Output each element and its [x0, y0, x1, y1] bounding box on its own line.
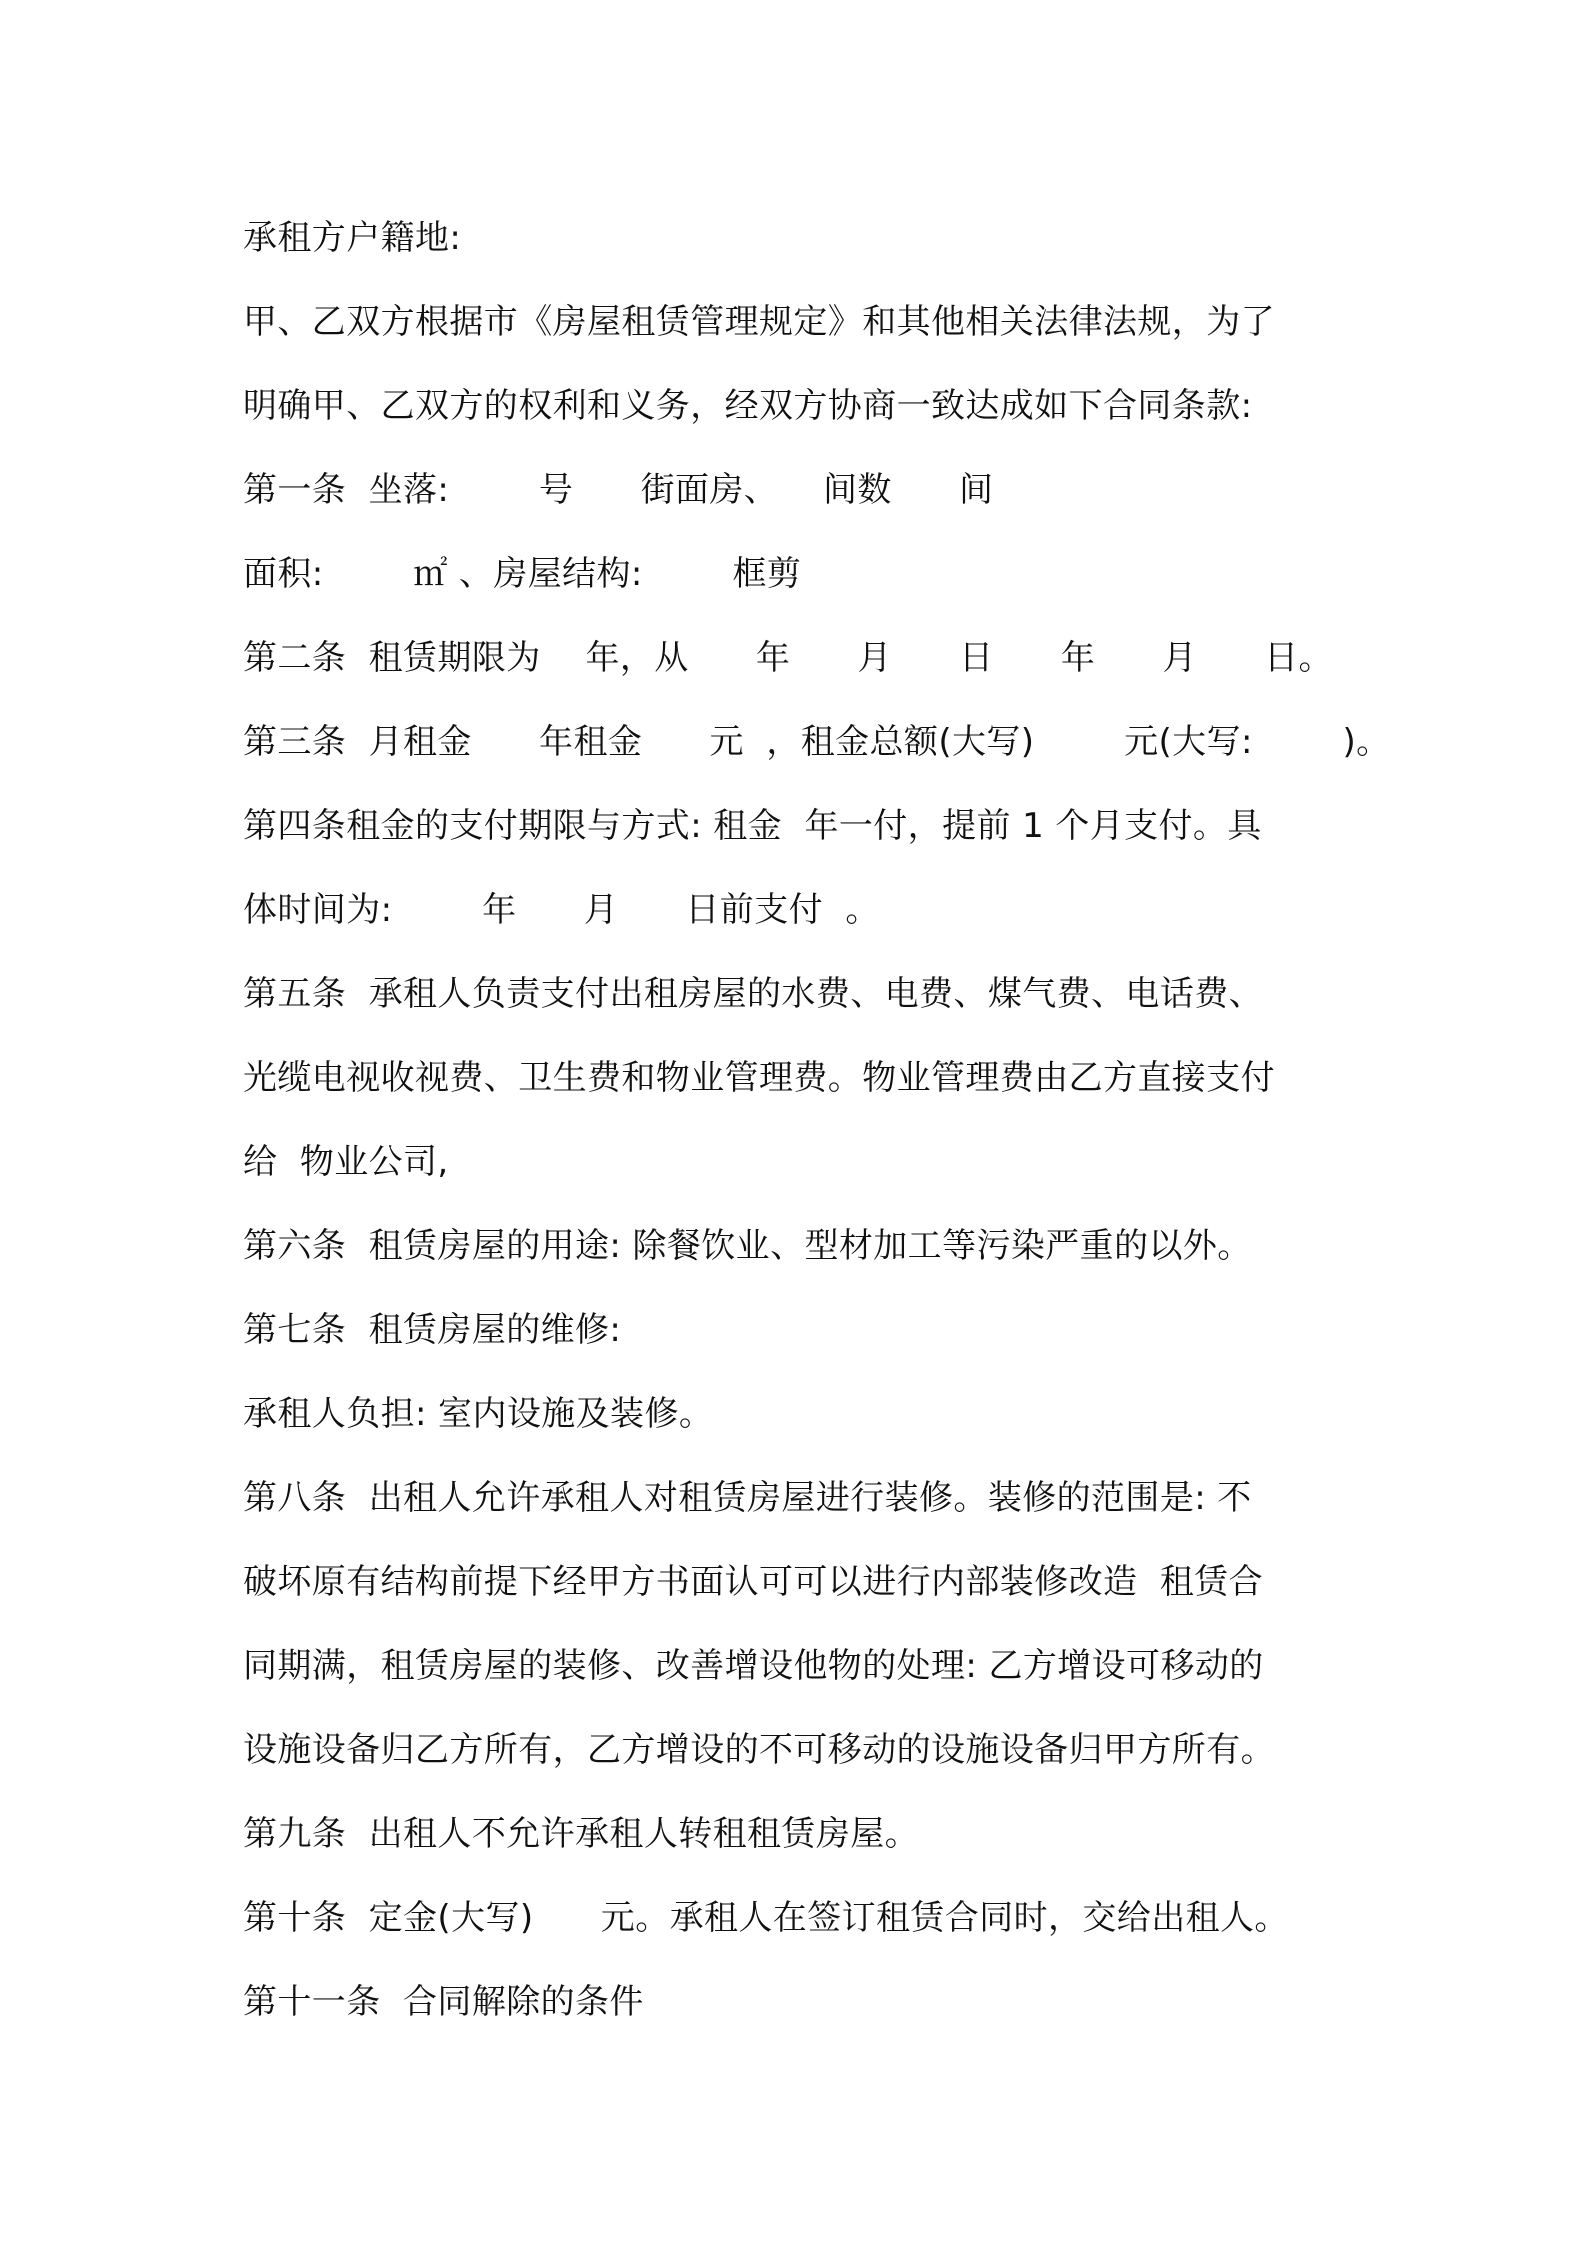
text-line-preamble-1: 甲、乙双方根据市《房屋租赁管理规定》和其他相关法律法规，为了: [243, 302, 1275, 342]
article-6-usage: 第六条 租赁房屋的用途: 除餐饮业、型材加工等污染严重的以外。: [243, 1226, 1252, 1266]
article-2-lease-term: 第二条 租赁期限为 年，从 年 月 日 年 月 日。: [243, 638, 1333, 678]
text-line-tenant-burden: 承租人负担: 室内设施及装修。: [243, 1394, 714, 1434]
article-8-renovation-4: 设施设备归乙方所有，乙方增设的不可移动的设施设备归甲方所有。: [243, 1730, 1275, 1770]
article-10-deposit: 第十条 定金(大写) 元。承租人在签订租赁合同时，交给出租人。: [243, 1898, 1289, 1938]
article-3-rent: 第三条 月租金 年租金 元 ，租金总额(大写) 元(大写: )。: [243, 722, 1391, 762]
article-8-renovation-3: 同期满，租赁房屋的装修、改善增设他物的处理: 乙方增设可移动的: [243, 1646, 1264, 1686]
article-8-renovation-1: 第八条 出租人允许承租人对租赁房屋进行装修。装修的范围是: 不: [243, 1478, 1252, 1518]
article-4-payment-2: 体时间为: 年 月 日前支付 。: [243, 890, 880, 930]
article-5-fees-2: 光缆电视收视费、卫生费和物业管理费。物业管理费由乙方直接支付: [243, 1058, 1275, 1098]
article-4-payment-1: 第四条租金的支付期限与方式: 租金 年一付，提前 1 个月支付。具: [243, 806, 1262, 846]
text-line-area-structure: 面积: ㎡ 、房屋结构: 框剪: [243, 554, 802, 594]
article-5-fees-3: 给 物业公司,: [243, 1142, 449, 1182]
article-11-termination: 第十一条 合同解除的条件: [243, 1982, 644, 2022]
article-5-fees-1: 第五条 承租人负责支付出租房屋的水费、电费、煤气费、电话费、: [243, 974, 1264, 1014]
article-9-sublease: 第九条 出租人不允许承租人转租租赁房屋。: [243, 1814, 920, 1854]
article-8-renovation-2: 破坏原有结构前提下经甲方书面认可可以进行内部装修改造 租赁合: [243, 1562, 1264, 1602]
text-line-preamble-2: 明确甲、乙双方的权利和义务，经双方协商一致达成如下合同条款:: [243, 386, 1253, 426]
article-1-location: 第一条 坐落: 号 街面房、 间数 间: [243, 470, 994, 510]
article-7-maintenance: 第七条 租赁房屋的维修:: [243, 1310, 622, 1350]
text-line-tenant-residence: 承租方户籍地:: [243, 218, 462, 258]
contract-text: [243, 196, 1391, 2044]
